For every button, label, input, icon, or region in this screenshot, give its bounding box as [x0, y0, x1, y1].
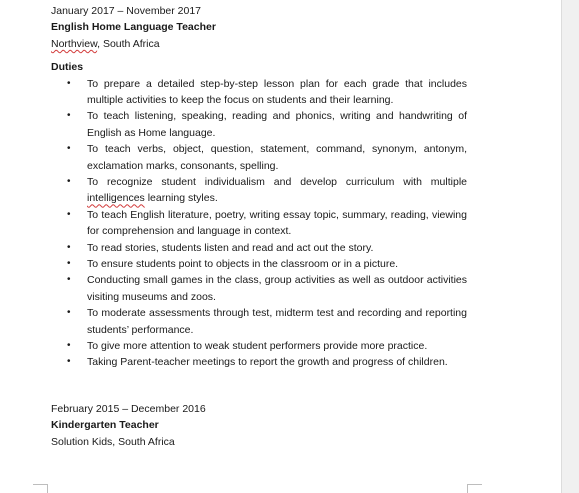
resume-content	[51, 3, 471, 450]
bullet-icon: •	[67, 258, 71, 270]
duty-text: To prepare a detailed step-by-step lesson plan for each grade that includes multiple activities to keep the focus on students and their learning.	[87, 77, 467, 106]
bullet-icon: •	[67, 77, 71, 89]
duty-text: To read stories, students listen and read and act out the story.	[87, 241, 374, 254]
duty-text: Conducting small games in the class, group activities as well as outdoor activities visiting museums and zoos.	[87, 274, 467, 303]
duty-text-start: To recognize student individualism and develop curriculum with multiple	[87, 176, 467, 188]
duty-text: To moderate assessments through test, midterm test and recording and reporting students’ performance.	[87, 307, 467, 336]
bullet-icon: •	[67, 143, 71, 155]
job1-location-name: Northview	[51, 37, 98, 50]
duty-text: To ensure students point to objects in the classroom or in a picture.	[87, 258, 399, 271]
duty-item	[51, 272, 467, 305]
duty-text: To teach English literature, poetry, writing essay topic, summary, reading, viewing for comprehension and language in context.	[87, 208, 467, 238]
duty-item	[51, 256, 467, 272]
bullet-icon: •	[67, 241, 71, 253]
duty-item	[51, 108, 467, 141]
bullet-icon: •	[67, 340, 71, 352]
page-corner-mark-right	[467, 484, 482, 493]
bullet-icon: •	[67, 274, 71, 286]
duty-text: To give more attention to weak student performers provide more practice.	[87, 340, 428, 353]
duty-item	[51, 354, 467, 370]
duty-text: To teach listening, speaking, reading and phonics, writing and handwriting of English as Home language.	[87, 110, 467, 139]
job1-title: English Home Language Teacher	[51, 21, 216, 34]
duty-item	[51, 207, 467, 240]
duty-item	[51, 141, 467, 174]
vertical-scrollbar[interactable]	[561, 0, 579, 493]
bullet-icon: •	[67, 208, 71, 220]
job2-title: Kindergarten Teacher	[51, 419, 159, 432]
job2-dates: February 2015 – December 2016	[51, 402, 206, 415]
duty-item	[51, 174, 467, 207]
duties-heading: Duties	[51, 61, 84, 74]
job1-location	[51, 36, 471, 52]
duty-item	[51, 76, 467, 109]
duty-item	[51, 338, 467, 354]
page-corner-mark-left	[33, 484, 48, 493]
duty-text-end: learning styles.	[144, 192, 218, 205]
bullet-icon: •	[67, 110, 71, 122]
duty-text: To teach verbs, object, question, statement, command, synonym, antonym, exclamation marks, consonants, spelling.	[87, 143, 467, 172]
spacer	[51, 371, 471, 401]
job1-location-country: , South Africa	[97, 37, 160, 50]
job1-dates: January 2017 – November 2017	[51, 5, 202, 17]
duty-text: Taking Parent-teacher meetings to report the growth and progress of children.	[87, 356, 448, 369]
bullet-icon: •	[67, 356, 71, 368]
job2-location: Solution Kids, South Africa	[51, 435, 175, 448]
spacer	[51, 52, 471, 59]
duty-text-flagged-word: intelligences	[87, 192, 145, 205]
duties-list	[51, 76, 471, 371]
bullet-icon: •	[67, 307, 71, 319]
bullet-icon: •	[67, 176, 71, 187]
duty-item	[51, 305, 467, 338]
duty-item	[51, 240, 467, 256]
